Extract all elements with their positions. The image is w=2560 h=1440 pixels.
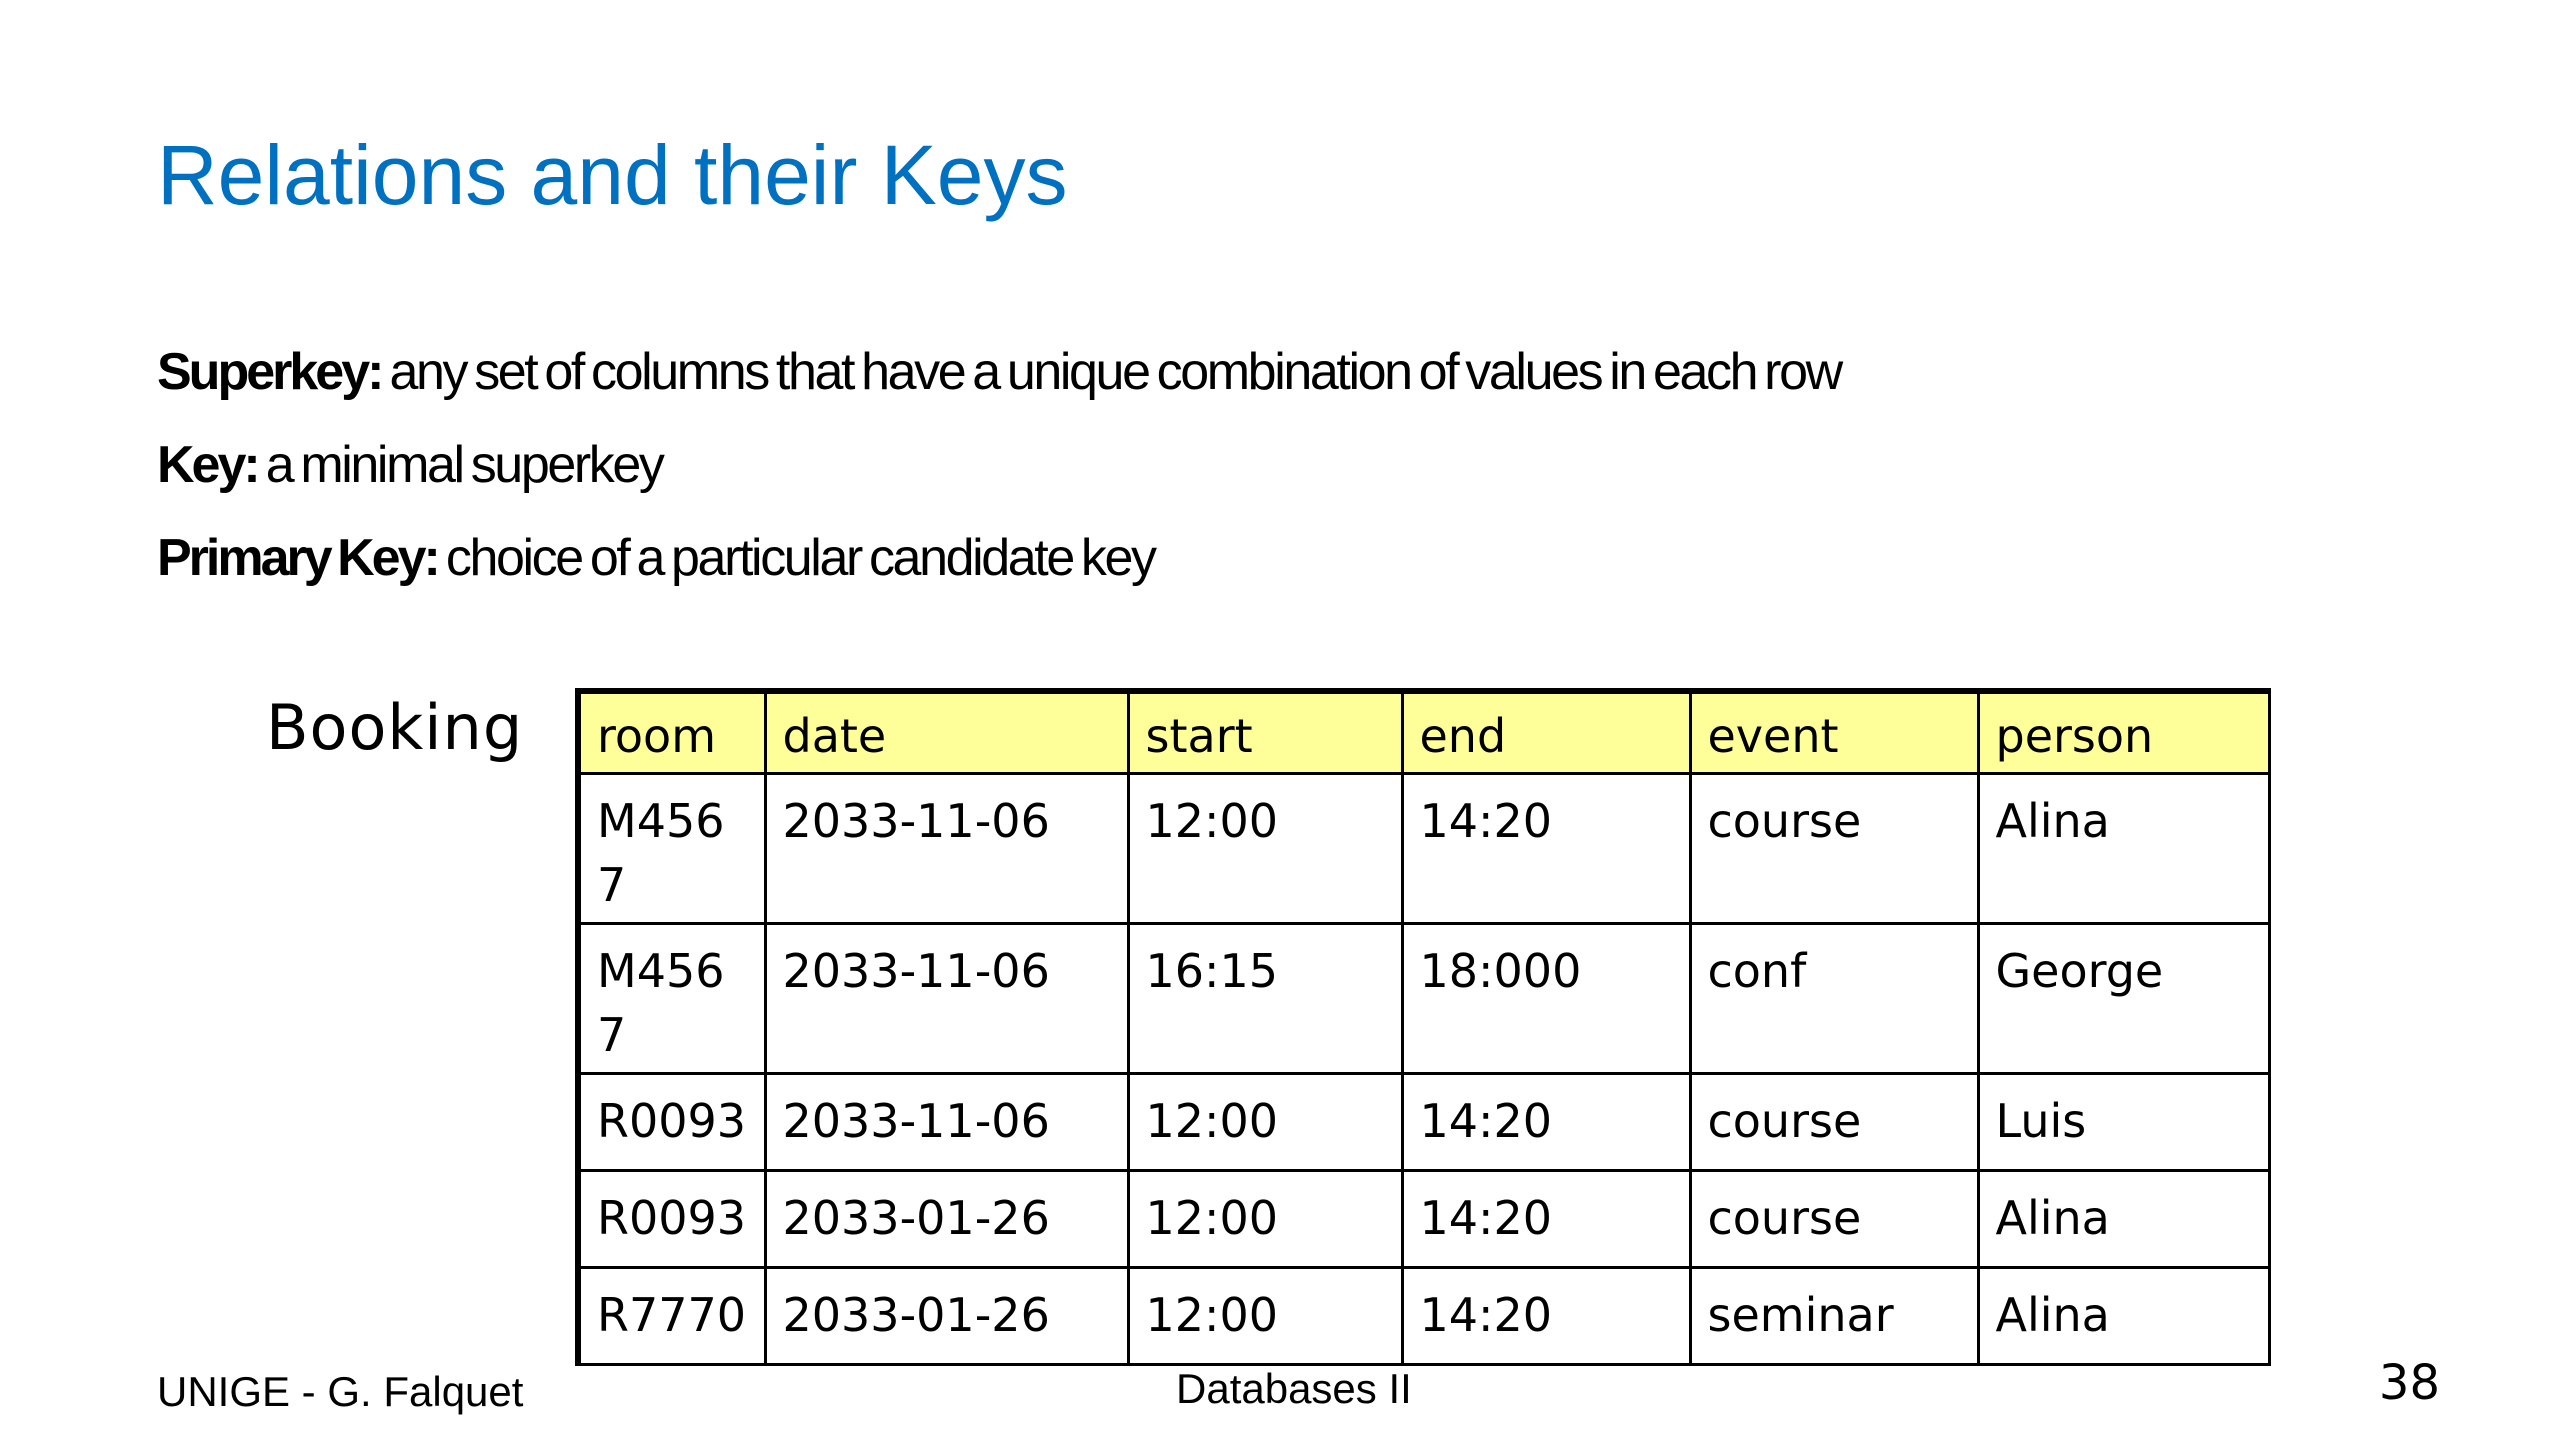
cell-date: 2033-01-26	[765, 1267, 1128, 1364]
footer-author: UNIGE - G. Falquet	[157, 1368, 524, 1415]
cell-person: Alina	[1978, 773, 2269, 923]
table-row	[578, 1170, 2269, 1267]
page-number: 38	[2378, 1355, 2440, 1411]
column-header-date: date	[765, 691, 1128, 773]
cell-start: 12:00	[1128, 773, 1402, 923]
cell-end: 18:000	[1402, 923, 1690, 1073]
cell-date: 2033-11-06	[765, 1073, 1128, 1170]
cell-person: Alina	[1978, 1170, 2269, 1267]
column-header-end: end	[1402, 691, 1690, 773]
cell-end: 14:20	[1402, 773, 1690, 923]
cell-start: 12:00	[1128, 1170, 1402, 1267]
cell-event: course	[1690, 1170, 1978, 1267]
cell-date: 2033-11-06	[765, 773, 1128, 923]
definition-term: Primary Key:	[157, 529, 438, 587]
definition-text: choice of a particular candidate key	[437, 529, 1155, 587]
cell-date: 2033-01-26	[765, 1170, 1128, 1267]
cell-start: 12:00	[1128, 1267, 1402, 1364]
cell-room: R0093	[578, 1073, 765, 1170]
cell-room: M4567	[578, 923, 765, 1073]
footer-course: Databases II	[1176, 1365, 1412, 1412]
column-header-event: event	[1690, 691, 1978, 773]
cell-event: seminar	[1690, 1267, 1978, 1364]
definition-primary-key	[157, 518, 1841, 611]
definition-text: a minimal superkey	[257, 436, 663, 494]
definition-superkey	[157, 332, 1841, 425]
definition-term: Key:	[157, 436, 258, 494]
definitions-list	[157, 332, 1841, 611]
cell-date: 2033-11-06	[765, 923, 1128, 1073]
definition-text: any set of columns that have a unique combination of values in each row	[381, 343, 1841, 401]
table-row	[578, 923, 2269, 1073]
table-row	[578, 1073, 2269, 1170]
table-header-row	[578, 691, 2269, 773]
cell-event: course	[1690, 773, 1978, 923]
cell-end: 14:20	[1402, 1267, 1690, 1364]
column-header-room: room	[578, 691, 765, 773]
table-row	[578, 1267, 2269, 1364]
column-header-person: person	[1978, 691, 2269, 773]
cell-end: 14:20	[1402, 1073, 1690, 1170]
table-row	[578, 773, 2269, 923]
relation-name: Booking	[266, 691, 524, 764]
booking-table	[575, 688, 2271, 1366]
cell-person: George	[1978, 923, 2269, 1073]
cell-room: M4567	[578, 773, 765, 923]
cell-room: R7770	[578, 1267, 765, 1364]
cell-event: course	[1690, 1073, 1978, 1170]
cell-end: 14:20	[1402, 1170, 1690, 1267]
cell-room: R0093	[578, 1170, 765, 1267]
definition-term: Superkey:	[157, 343, 382, 401]
cell-start: 12:00	[1128, 1073, 1402, 1170]
cell-person: Alina	[1978, 1267, 2269, 1364]
cell-person: Luis	[1978, 1073, 2269, 1170]
slide-title: Relations and their Keys	[157, 128, 1068, 222]
column-header-start: start	[1128, 691, 1402, 773]
definition-key	[157, 425, 1841, 518]
cell-event: conf	[1690, 923, 1978, 1073]
cell-start: 16:15	[1128, 923, 1402, 1073]
